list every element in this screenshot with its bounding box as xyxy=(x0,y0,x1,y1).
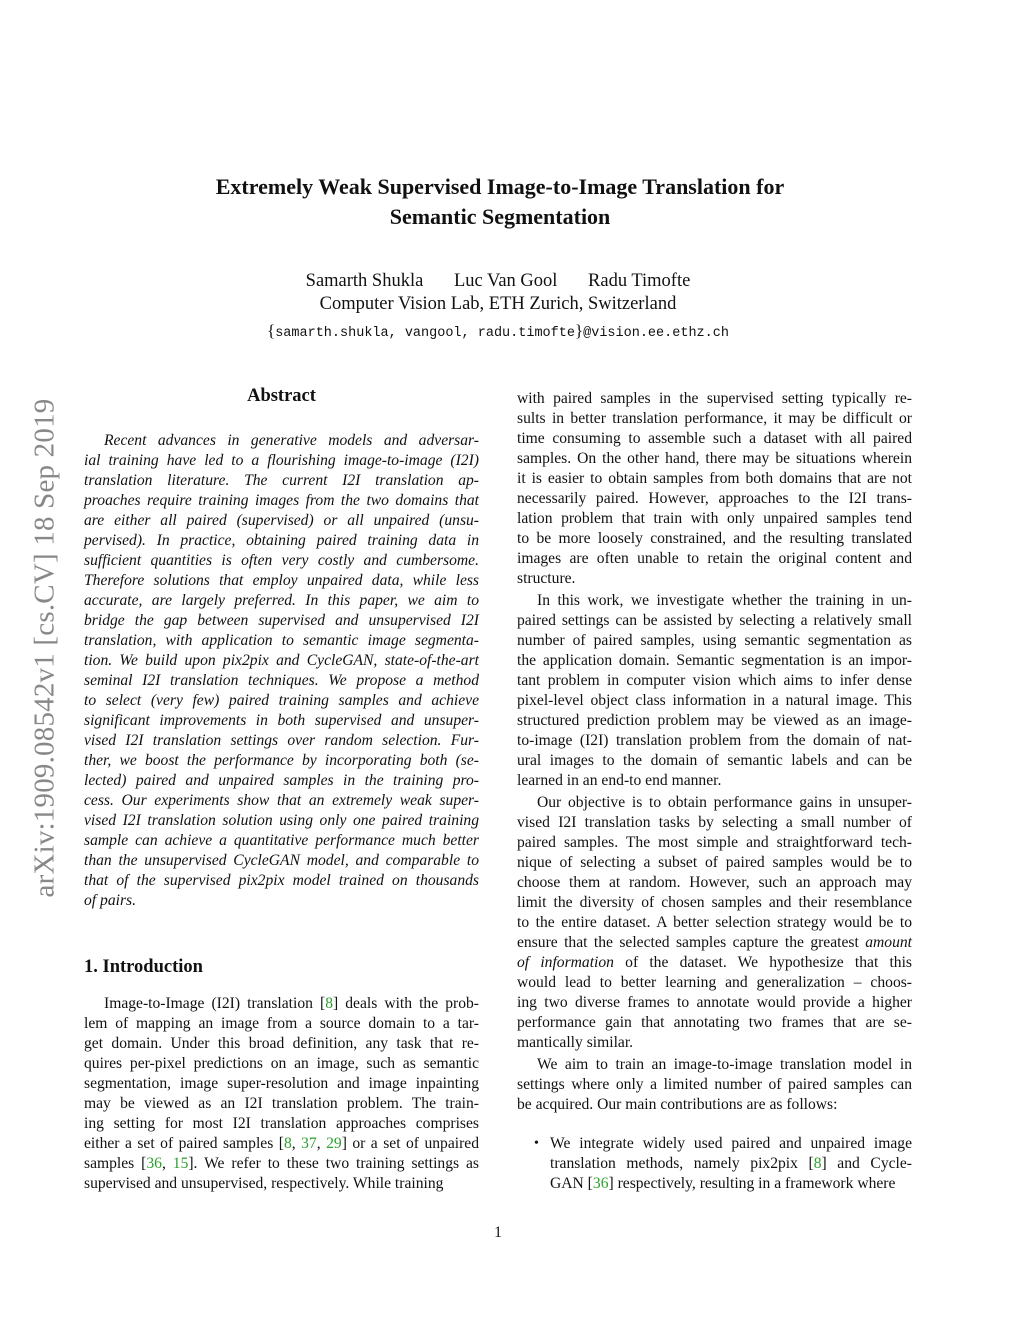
text-segment: of the dataset. We hypothesize that this xyxy=(613,954,913,971)
text-line: time consuming to assemble such a dataset with all paired xyxy=(517,430,912,447)
text-line: quires per-pixel predictions on an image, such as semantic xyxy=(84,1055,479,1072)
text-line xyxy=(517,933,912,953)
arxiv-stamp: arXiv:1909.08542v1 [cs.CV] 18 Sep 2019 xyxy=(28,398,61,898)
text-line: sample can achieve a quantitative performance much better xyxy=(84,832,479,849)
text-segment: translation methods, namely pix2pix [ xyxy=(550,1155,814,1172)
text-line: translation, with application to semantic image segmenta- xyxy=(84,632,479,649)
paragraph xyxy=(517,389,912,589)
email-domain: @vision.ee.ethz.ch xyxy=(583,326,729,341)
text-line xyxy=(550,1154,912,1174)
text-line xyxy=(84,1154,479,1174)
text-line: sults in better translation performance, it may be difficult or xyxy=(517,410,912,427)
text-line: translation literature. The current I2I translation ap- xyxy=(84,472,479,489)
bullet-marker: • xyxy=(534,1136,539,1151)
email-names: samarth.shukla, vangool, radu.timofte xyxy=(275,326,575,341)
emphasis: of information xyxy=(517,954,614,971)
text-line: Therefore solutions that employ unpaired data, while less xyxy=(84,572,479,589)
text-line: lem of mapping an image from a source domain to a tar- xyxy=(84,1015,479,1032)
author-list xyxy=(0,271,996,292)
text-line: with paired samples in the supervised setting typically re- xyxy=(517,390,912,407)
text-line: proaches require training images from the two domains that xyxy=(84,492,479,509)
text-line: the application domain. Semantic segmentation is an impor- xyxy=(517,652,912,669)
text-segment: , xyxy=(316,1135,327,1152)
text-line: pervised). In practice, obtaining paired training data in xyxy=(84,532,479,549)
citation-link[interactable]: 8 xyxy=(325,995,333,1012)
paragraph xyxy=(84,994,479,1194)
text-line: vised I2I translation solution using only one paired training xyxy=(84,812,479,829)
text-line: ther, we boost the performance by incorporating both (se- xyxy=(84,752,479,769)
text-line: lation problem that train with only unpaired samples tend xyxy=(517,510,912,527)
text-line: sufficient quantities is often very costly and cumbersome. xyxy=(84,552,479,569)
text-line: ing two diverse frames to annotate would provide a higher xyxy=(517,994,912,1011)
text-line: than the unsupervised CycleGAN model, and comparable to xyxy=(84,852,479,869)
text-line: to the entire dataset. A better selection strategy would be to xyxy=(517,914,912,931)
author: Luc Van Gool xyxy=(453,271,558,291)
citation-link[interactable]: 8 xyxy=(283,1135,292,1152)
text-segment: ]. We refer to these two training settings as xyxy=(188,1155,479,1172)
text-line: ial training have led to a flourishing image-to-image (I2I) xyxy=(84,452,479,469)
text-line: pixel-level object class information in a natural image. This xyxy=(517,692,912,709)
text-line: settings where only a limited number of paired samples can xyxy=(517,1076,912,1093)
text-segment: ] or a set of unpaired xyxy=(341,1135,480,1152)
text-line xyxy=(84,994,479,1014)
text-line: may be viewed as an I2I translation problem. The train- xyxy=(84,1095,479,1112)
text-segment: , xyxy=(291,1135,302,1152)
paragraph xyxy=(517,793,912,1053)
text-line: get domain. Under this broad definition, any task that re- xyxy=(84,1035,479,1052)
author-emails xyxy=(0,321,996,341)
right-column-body xyxy=(517,389,912,1115)
text-segment: GAN [ xyxy=(550,1175,593,1192)
emphasis: amount xyxy=(865,934,912,951)
text-line xyxy=(517,953,912,973)
text-line: number of paired samples, using semantic segmentation as xyxy=(517,632,912,649)
text-line: choose them at random. However, such an approach may xyxy=(517,874,912,891)
text-line: it is easier to obtain samples from both domains that are not xyxy=(517,470,912,487)
introduction-paragraph xyxy=(84,994,479,1194)
text-line: nique of selecting a subset of paired samples would be to xyxy=(517,854,912,871)
brace-open: { xyxy=(267,321,276,340)
text-segment: ] respectively, resulting in a framework where xyxy=(608,1175,896,1192)
citation-link[interactable]: 36 xyxy=(146,1155,162,1172)
text-line: that of the supervised pix2pix model trained on thousands xyxy=(84,872,479,889)
abstract-body xyxy=(84,431,479,911)
text-line: We aim to train an image-to-image translation model in xyxy=(537,1056,912,1073)
abstract-heading: Abstract xyxy=(247,386,316,406)
text-line: of pairs. xyxy=(84,892,136,909)
paper-title-line-2: Semantic Segmentation xyxy=(389,204,611,229)
text-segment: Image-to-Image (I2I) translation [ xyxy=(104,995,326,1012)
text-segment: ] deals with the prob- xyxy=(332,995,479,1012)
author: Samarth Shukla xyxy=(305,271,424,291)
text-segment: either a set of paired samples [ xyxy=(84,1135,284,1152)
citation-link[interactable]: 15 xyxy=(172,1155,189,1172)
text-line: Recent advances in generative models and adversar- xyxy=(104,432,479,449)
citation-link[interactable]: 37 xyxy=(301,1135,317,1152)
text-line xyxy=(84,1134,479,1154)
text-line: significant improvements in both supervised and unsuper- xyxy=(84,712,479,729)
text-line: to be more loosely constrained, and the resulting translated xyxy=(517,530,912,547)
text-segment: , xyxy=(161,1155,173,1172)
brace-close: } xyxy=(574,321,584,340)
text-line: accurate, are largely preferred. In this paper, we aim to xyxy=(84,592,479,609)
text-line: vised I2I translation tasks by selecting a small number of xyxy=(517,814,912,831)
text-line: In this work, we investigate whether the training in un- xyxy=(537,592,912,609)
text-segment: ensure that the selected samples capture the greatest xyxy=(517,934,866,951)
text-line: We integrate widely used paired and unpaired image xyxy=(550,1135,912,1152)
citation-link[interactable]: 36 xyxy=(592,1175,609,1192)
text-line: mantically similar. xyxy=(517,1034,634,1051)
page-number: 1 xyxy=(494,1224,502,1241)
text-line: ural images to the domain of semantic labels and can be xyxy=(517,752,912,769)
text-line: be acquired. Our main contributions are as follows: xyxy=(517,1096,838,1113)
text-line: necessarily paired. However, approaches to the I2I trans- xyxy=(517,490,912,507)
text-line: images are often unable to retain the original content and xyxy=(517,550,912,567)
text-line: performance gain that annotating two frames that are se- xyxy=(517,1014,912,1031)
text-line: lected) paired and unpaired samples in the training pro- xyxy=(84,772,479,789)
text-line: to-image (I2I) translation problem from the domain of nat- xyxy=(517,732,912,749)
paper-title-line-1: Extremely Weak Supervised Image-to-Image Translation for xyxy=(215,174,785,199)
text-line: would lead to better learning and generalization – choos- xyxy=(517,974,912,991)
text-line: learned in an end-to end manner. xyxy=(517,772,722,789)
text-line: tant problem in computer vision which aims to infer dense xyxy=(517,672,912,689)
paragraph xyxy=(517,1055,912,1115)
text-line: are either all paired (supervised) or all unpaired (unsu- xyxy=(84,512,479,529)
text-line: supervised and unsupervised, respectively. While training xyxy=(84,1175,444,1192)
paragraph xyxy=(550,1134,912,1194)
text-line: tion. We build upon pix2pix and CycleGAN, state-of-the-art xyxy=(84,652,479,669)
citation-link[interactable]: 29 xyxy=(326,1135,342,1152)
text-line: vised I2I translation settings over random selection. Fur- xyxy=(84,732,479,749)
text-line: cess. Our experiments show that an extremely weak super- xyxy=(84,792,479,809)
text-line: to select (very few) paired training samples and achieve xyxy=(84,692,479,709)
text-line: bridge the gap between supervised and unsupervised I2I xyxy=(84,612,479,629)
text-line: samples. On the other hand, there may be situations wherein xyxy=(517,450,912,467)
text-line: segmentation, image super-resolution and image inpainting xyxy=(84,1075,479,1092)
author: Radu Timofte xyxy=(588,271,691,291)
paragraph xyxy=(517,591,912,791)
text-line: structured prediction problem may be viewed as an image- xyxy=(517,712,912,729)
citation-link[interactable]: 8 xyxy=(813,1155,822,1172)
text-line: ing setting for most I2I translation approaches comprises xyxy=(84,1115,479,1132)
contribution-bullet xyxy=(550,1134,912,1194)
affiliation: Computer Vision Lab, ETH Zurich, Switzerland xyxy=(319,294,677,314)
text-segment: samples [ xyxy=(84,1155,147,1172)
text-line: seminal I2I translation techniques. We propose a method xyxy=(84,672,479,689)
paragraph xyxy=(84,431,479,911)
text-line xyxy=(550,1174,912,1194)
text-line: limit the diversity of chosen samples and their resemblance xyxy=(517,894,912,911)
text-line: structure. xyxy=(517,570,576,587)
text-line: Our objective is to obtain performance gains in unsuper- xyxy=(537,794,912,811)
text-line: paired samples. The most simple and straightforward tech- xyxy=(517,834,912,851)
text-line: paired settings can be assisted by selecting a relatively small xyxy=(517,612,912,629)
text-segment: ] and Cycle- xyxy=(821,1155,912,1172)
section-heading-introduction: 1. Introduction xyxy=(84,957,203,977)
